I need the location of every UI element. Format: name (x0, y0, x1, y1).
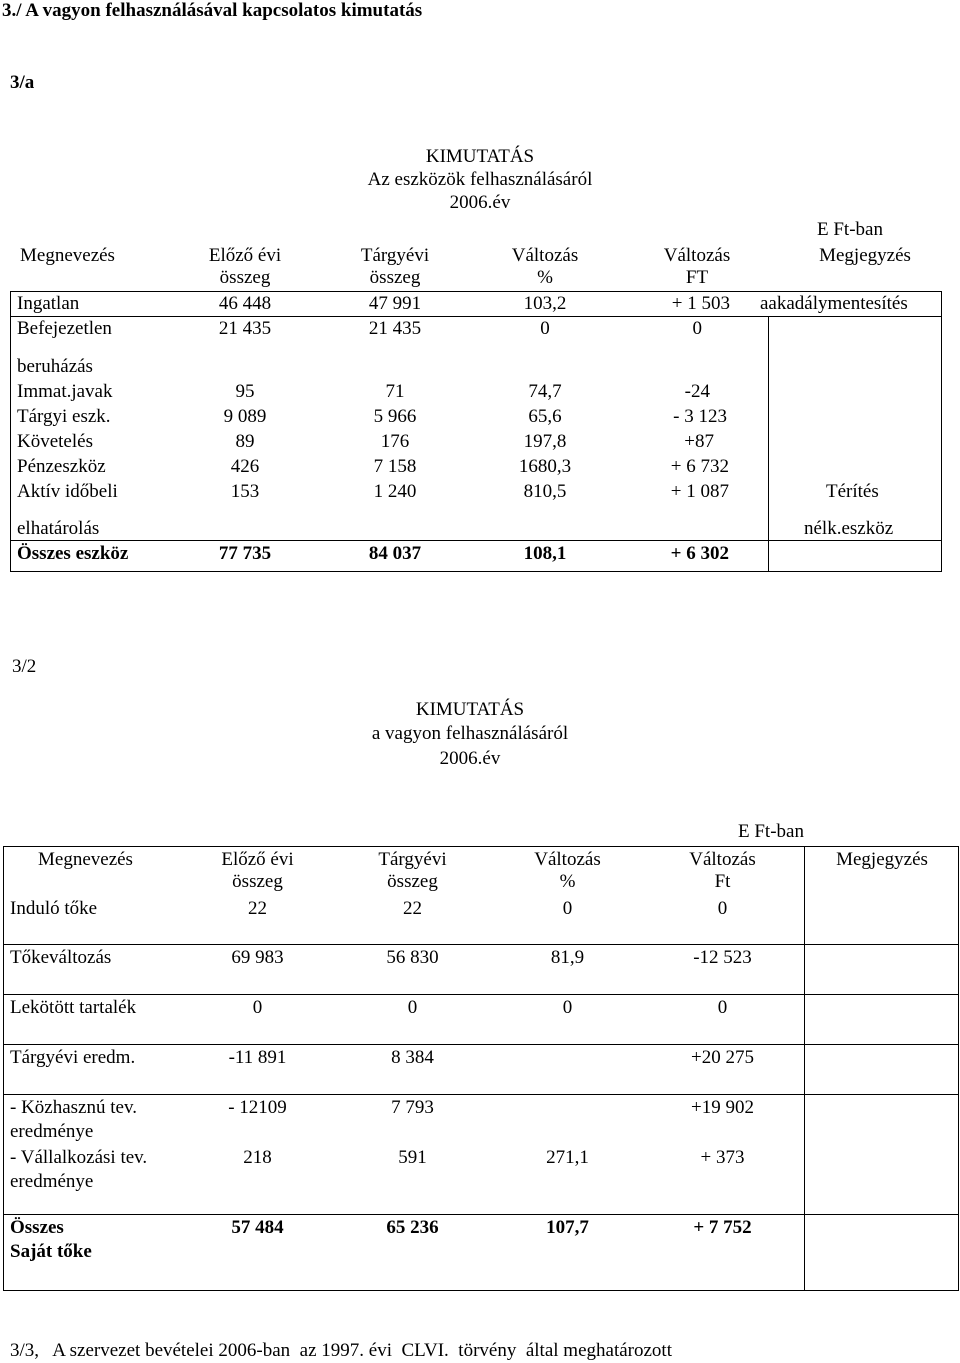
footer-line: 3/3, A szervezet bevételei 2006-ban az 1997. évi CLVI. törvény által meghatározott (10, 1340, 672, 1361)
section-b-subtitle: a vagyon felhasználásáról (371, 723, 569, 744)
table-a-header-note: Megjegyzés (819, 245, 911, 266)
row-curr: 8 384 (391, 1047, 434, 1068)
total-ft: + 6 302 (670, 543, 729, 564)
table-a-header-ft: Változás FT (663, 245, 731, 288)
row-prev: 0 (252, 997, 263, 1018)
row-curr: 176 (380, 431, 410, 452)
row-curr: 1 240 (373, 481, 417, 502)
table-b-header-curr: Tárgyévi összeg (378, 849, 447, 892)
section-b-label: 3/2 (12, 656, 37, 677)
row-name-cont: eredménye (10, 1171, 94, 1192)
row-ft: +19 902 (691, 1097, 754, 1118)
table-b-rule (3, 944, 959, 945)
table-a-frame (10, 291, 942, 572)
row-prev: 153 (230, 481, 260, 502)
row-pct: 197,8 (523, 431, 567, 452)
row-curr: 56 830 (386, 947, 439, 968)
table-b-divider (804, 846, 805, 1291)
table-b-header-pct: Változás % (534, 849, 601, 892)
table-a-divider (768, 316, 769, 572)
row-prev: 69 983 (231, 947, 284, 968)
total-curr: 65 236 (386, 1217, 439, 1238)
row-note: aakadálymentesítés (760, 293, 908, 314)
total-ft: + 7 752 (693, 1217, 752, 1238)
total-name: Összes (10, 1217, 64, 1238)
row-name: Befejezetlen (17, 318, 112, 339)
row-prev: 218 (243, 1147, 272, 1168)
row-curr: 0 (407, 997, 418, 1018)
row-pct: 81,9 (550, 947, 585, 968)
row-name-cont: elhatárolás (17, 518, 100, 539)
table-b-frame (3, 846, 959, 1291)
row-curr: 71 (385, 381, 405, 402)
table-b-rule (3, 1044, 959, 1045)
row-ft: + 373 (700, 1147, 745, 1168)
table-b-header-ft: Változás Ft (689, 849, 756, 892)
section-a-label: 3/a (10, 72, 35, 93)
row-name: Aktív időbeli (17, 481, 118, 502)
section-a-unit: E Ft-ban (817, 219, 883, 240)
row-prev: 22 (248, 898, 267, 919)
row-name: Tőkeváltozás (10, 947, 112, 968)
table-b-header-note: Megjegyzés (836, 849, 928, 870)
row-curr: 5 966 (373, 406, 417, 427)
table-a-header-curr: Tárgyévi összeg (360, 245, 430, 288)
table-b-header-name: Megnevezés (38, 849, 133, 870)
row-prev: 426 (230, 456, 260, 477)
row-pct: 0 (562, 997, 573, 1018)
row-prev: -11 891 (228, 1047, 287, 1068)
row-name-cont: eredménye (10, 1121, 94, 1142)
row-prev: 46 448 (218, 293, 272, 314)
row-prev: - 12109 (228, 1097, 287, 1118)
row-ft: +87 (684, 431, 714, 452)
row-name: Tárgyi eszk. (17, 406, 111, 427)
row-ft: 0 (692, 318, 702, 339)
total-curr: 84 037 (368, 543, 422, 564)
table-a-rule (10, 540, 942, 541)
table-b-rule (3, 1094, 959, 1095)
row-ft: + 1 087 (670, 481, 729, 502)
row-name: - Közhasznú tev. (10, 1097, 137, 1118)
row-pct: 271,1 (546, 1147, 589, 1168)
table-a-header-pct: Változás % (511, 245, 579, 288)
row-curr: 591 (398, 1147, 427, 1168)
row-note-cont: nélk.eszköz (804, 518, 894, 539)
row-name: Lekötött tartalék (10, 997, 137, 1018)
table-a-header-prev: Előző évi összeg (208, 245, 282, 288)
row-ft: - 3 123 (673, 406, 727, 427)
row-prev: 21 435 (218, 318, 272, 339)
row-name: Ingatlan (17, 293, 80, 314)
row-ft: + 6 732 (670, 456, 729, 477)
row-curr: 21 435 (368, 318, 422, 339)
page-heading: 3./ A vagyon felhasználásával kapcsolatos kimutatás (2, 0, 423, 21)
total-name: Összes eszköz (17, 543, 129, 564)
row-ft: +20 275 (691, 1047, 754, 1068)
section-a-title: KIMUTATÁS (425, 146, 535, 167)
section-a-subtitle: Az eszközök felhasználásáról (367, 169, 593, 190)
row-curr: 22 (403, 898, 422, 919)
row-curr: 47 991 (368, 293, 422, 314)
row-ft: -24 (684, 381, 710, 402)
row-pct: 0 (562, 898, 573, 919)
section-b-unit: E Ft-ban (738, 821, 804, 842)
row-prev: 89 (235, 431, 255, 452)
table-b-header-prev: Előző évi összeg (221, 849, 294, 892)
row-name: Immat.javak (17, 381, 113, 402)
row-prev: 95 (235, 381, 255, 402)
total-name-cont: Saját tőke (10, 1241, 92, 1262)
section-b-title: KIMUTATÁS (415, 699, 525, 720)
table-a-header-name: Megnevezés (20, 245, 115, 266)
total-prev: 57 484 (231, 1217, 284, 1238)
row-name: Követelés (17, 431, 93, 452)
row-curr: 7 158 (373, 456, 417, 477)
table-b-rule (3, 994, 959, 995)
section-a-year: 2006.év (449, 192, 511, 213)
row-pct: 65,6 (528, 406, 562, 427)
row-note: Térítés (826, 481, 879, 502)
row-pct: 74,7 (528, 381, 562, 402)
row-name: Tárgyévi eredm. (10, 1047, 136, 1068)
row-pct: 810,5 (523, 481, 567, 502)
section-b-year: 2006.év (439, 748, 501, 769)
total-pct: 108,1 (523, 543, 567, 564)
row-name: Induló tőke (10, 898, 98, 919)
total-prev: 77 735 (218, 543, 272, 564)
row-name-cont: beruházás (17, 356, 93, 377)
table-a-rule (10, 316, 942, 317)
row-ft: 0 (717, 898, 728, 919)
row-pct: 1680,3 (518, 456, 572, 477)
total-pct: 107,7 (546, 1217, 589, 1238)
row-pct: 0 (540, 318, 550, 339)
row-pct: 103,2 (523, 293, 567, 314)
row-name: Pénzeszköz (17, 456, 106, 477)
row-name: - Vállalkozási tev. (10, 1147, 148, 1168)
table-b-rule (3, 1214, 959, 1215)
row-ft: 0 (717, 997, 728, 1018)
row-ft: -12 523 (693, 947, 752, 968)
row-curr: 7 793 (391, 1097, 434, 1118)
row-prev: 9 089 (223, 406, 267, 427)
row-ft: + 1 503 (671, 293, 730, 314)
